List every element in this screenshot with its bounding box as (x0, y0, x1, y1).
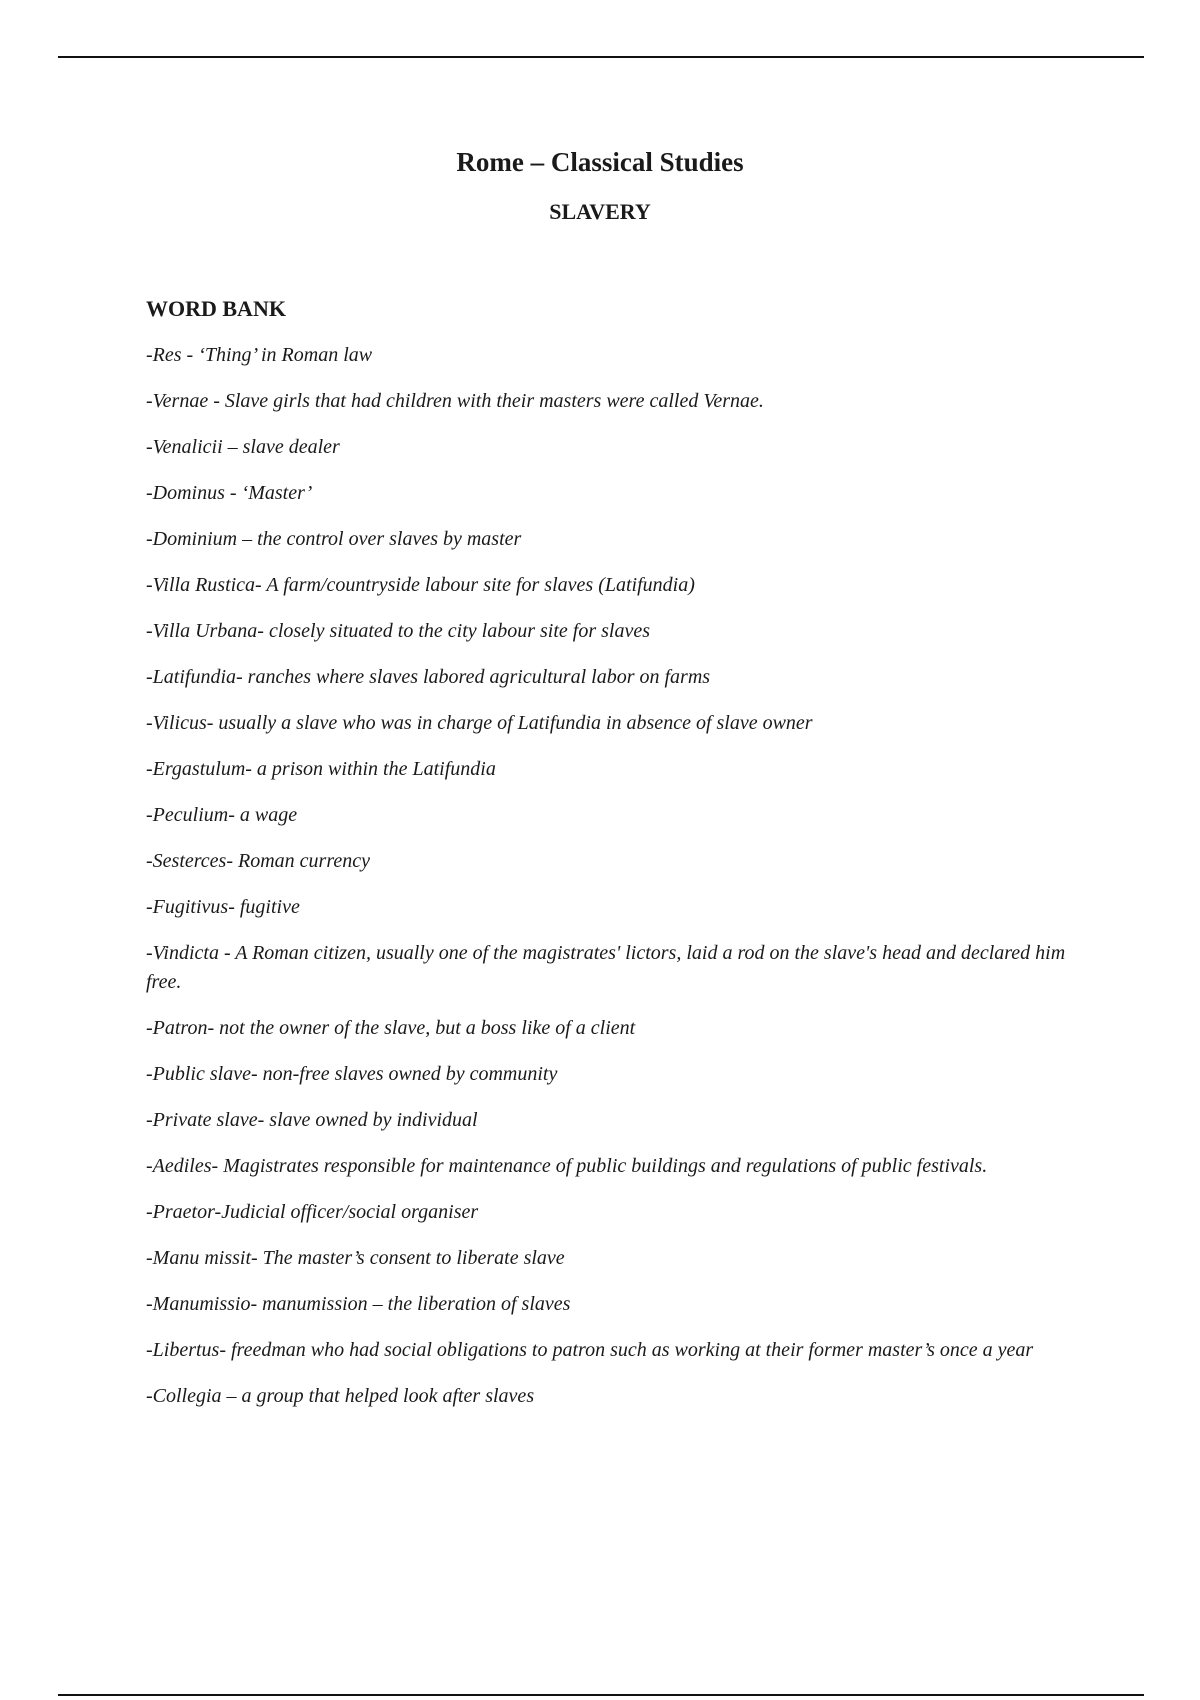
word-bank-entry: -Venalicii – slave dealer (146, 436, 340, 458)
word-bank-entry: -Private slave- slave owned by individual (146, 1109, 478, 1131)
word-bank-entry: -Patron- not the owner of the slave, but a boss like of a client (146, 1017, 636, 1039)
word-bank-entry: -Fugitivus- fugitive (146, 896, 300, 918)
word-bank-entry: -Res - ‘Thing’ in Roman law (146, 344, 373, 366)
word-bank-entry: -Manu missit- The master’s consent to liberate slave (146, 1247, 565, 1269)
word-bank-entry: -Vindicta - A Roman citizen, usually one of the magistrates' lictors, laid a rod on the slave's head and declared him free. (146, 942, 1066, 993)
word-bank-entry: -Sesterces- Roman currency (146, 850, 370, 872)
word-bank-heading: WORD BANK (146, 296, 286, 321)
word-bank-entry: -Public slave- non-free slaves owned by community (146, 1063, 558, 1085)
word-bank-entry: -Dominium – the control over slaves by master (146, 528, 522, 550)
word-bank-entry: -Villa Urbana- closely situated to the city labour site for slaves (146, 620, 650, 642)
word-bank-entry: -Aediles- Magistrates responsible for maintenance of public buildings and regulations of public festivals. (146, 1155, 988, 1177)
word-bank-entry: -Praetor-Judicial officer/social organiser (146, 1201, 479, 1223)
word-bank-entry: -Latifundia- ranches where slaves labored agricultural labor on farms (146, 666, 711, 688)
word-bank-entry: -Ergastulum- a prison within the Latifundia (146, 758, 496, 780)
word-bank-entry: -Collegia – a group that helped look after slaves (146, 1385, 535, 1407)
page-subtitle: SLAVERY (549, 199, 651, 224)
word-bank-entry: -Dominus - ‘Master’ (146, 482, 313, 504)
word-bank-entry: -Vernae - Slave girls that had children with their masters were called Vernae. (146, 390, 764, 412)
word-bank-entry: -Peculium- a wage (146, 804, 298, 826)
word-bank-entry: -Manumissio- manumission – the liberation of slaves (146, 1293, 571, 1315)
bottom-rule (58, 1694, 1144, 1696)
word-bank-entry: -Villa Rustica- A farm/countryside labour site for slaves (Latifundia) (146, 574, 695, 596)
page-title: Rome – Classical Studies (456, 147, 744, 177)
word-bank-entry: -Vilicus- usually a slave who was in charge of Latifundia in absence of slave owner (146, 712, 813, 734)
word-bank-entry: -Libertus- freedman who had social obligations to patron such as working at their former master’s once a year (146, 1339, 1034, 1361)
top-rule (58, 56, 1144, 58)
word-bank-list (146, 341, 1086, 1428)
